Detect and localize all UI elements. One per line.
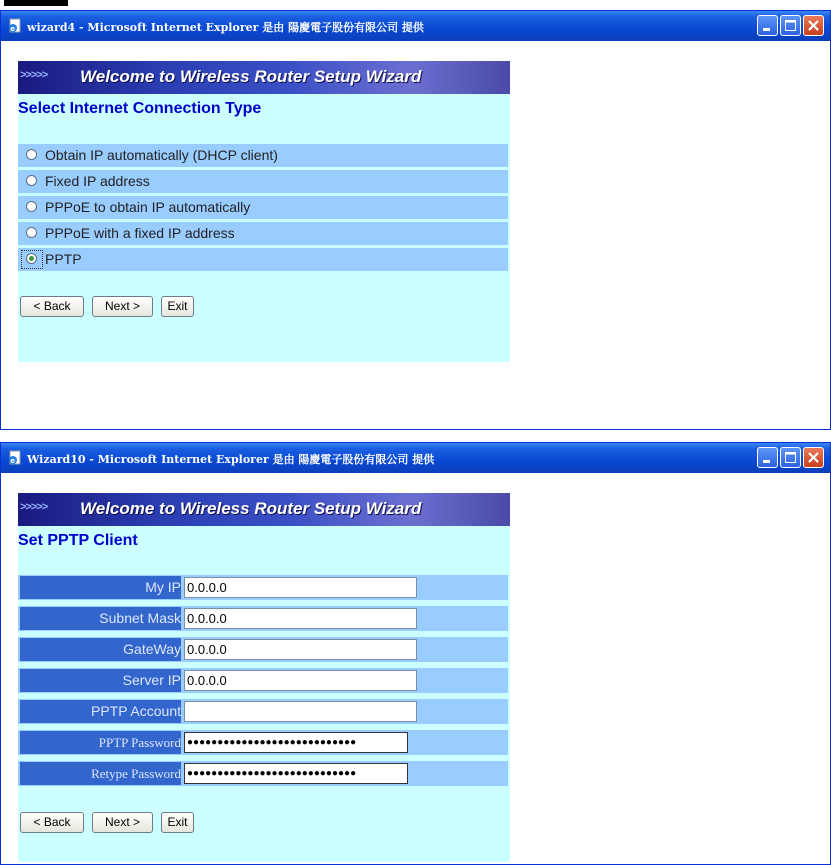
- page-heading: Set PPTP Client: [18, 532, 138, 549]
- banner-arrows: >>>>>: [20, 501, 48, 513]
- wizard-banner: [18, 493, 510, 526]
- browser-window-wizard4: [0, 10, 831, 430]
- wizard-banner: [18, 61, 510, 94]
- wizard-panel: [18, 61, 510, 362]
- option-label: PPPoE with a fixed IP address: [45, 225, 235, 241]
- field-label: GateWay: [20, 638, 181, 661]
- page-heading: Select Internet Connection Type: [18, 100, 262, 117]
- close-button[interactable]: [803, 15, 824, 36]
- exit-button[interactable]: Exit: [161, 812, 194, 833]
- option-label: PPPoE to obtain IP automatically: [45, 199, 251, 215]
- ie-page-icon: [7, 18, 23, 34]
- field-row-pptp-account: [18, 699, 508, 724]
- radio-button[interactable]: [26, 175, 37, 186]
- ie-page-icon: [7, 450, 23, 466]
- title-bar[interactable]: [1, 11, 830, 41]
- field-label: My IP: [20, 576, 181, 599]
- field-label: Retype Password: [20, 762, 181, 785]
- field-row-my-ip: [18, 575, 508, 600]
- banner-title: Welcome to Wireless Router Setup Wizard: [80, 499, 422, 518]
- radio-button-selected[interactable]: [26, 253, 37, 264]
- next-button[interactable]: Next >: [92, 812, 153, 833]
- retype-password-input[interactable]: ●●●●●●●●●●●●●●●●●●●●●●●●●●●●: [184, 763, 408, 784]
- radio-button[interactable]: [26, 149, 37, 160]
- field-label: PPTP Account: [20, 700, 181, 723]
- maximize-button[interactable]: [780, 447, 801, 468]
- close-button[interactable]: [803, 447, 824, 468]
- field-label: PPTP Password: [20, 731, 181, 754]
- maximize-button[interactable]: [780, 15, 801, 36]
- pptp-password-input[interactable]: ●●●●●●●●●●●●●●●●●●●●●●●●●●●●: [184, 732, 408, 753]
- option-label: PPTP: [45, 251, 82, 267]
- field-row-gateway: [18, 637, 508, 662]
- field-row-pptp-password: [18, 730, 508, 755]
- field-row-retype-password: [18, 761, 508, 786]
- exit-button[interactable]: Exit: [161, 296, 194, 317]
- field-label: Subnet Mask: [20, 607, 181, 630]
- svg-text:e: e: [10, 25, 15, 33]
- top-black-bar: [4, 0, 68, 6]
- back-button[interactable]: < Back: [20, 296, 84, 317]
- option-pptp[interactable]: [18, 248, 508, 271]
- svg-text:e: e: [10, 457, 15, 465]
- radio-button[interactable]: [26, 227, 37, 238]
- next-button[interactable]: Next >: [92, 296, 153, 317]
- option-pppoe-fixed[interactable]: [18, 222, 508, 245]
- radio-button[interactable]: [26, 201, 37, 212]
- minimize-button[interactable]: [757, 447, 778, 468]
- my-ip-input[interactable]: [184, 577, 417, 598]
- option-pppoe-auto[interactable]: [18, 196, 508, 219]
- window-title: Wizard10 - Microsoft Internet Explorer 是由 陽慶電子股份有限公司 提供: [27, 453, 435, 466]
- wizard-panel: [18, 493, 510, 862]
- option-label: Fixed IP address: [45, 173, 150, 189]
- window-title: wizard4 - Microsoft Internet Explorer 是由 陽慶電子股份有限公司 提供: [27, 21, 424, 34]
- field-row-server-ip: [18, 668, 508, 693]
- back-button[interactable]: < Back: [20, 812, 84, 833]
- banner-arrows: >>>>>: [20, 69, 48, 81]
- minimize-button[interactable]: [757, 15, 778, 36]
- pptp-account-input[interactable]: [184, 701, 417, 722]
- page-content: [4, 41, 827, 426]
- field-label: Server IP: [20, 669, 181, 692]
- gateway-input[interactable]: [184, 639, 417, 660]
- option-dhcp[interactable]: [18, 144, 508, 167]
- field-row-subnet-mask: [18, 606, 508, 631]
- banner-title: Welcome to Wireless Router Setup Wizard: [80, 67, 422, 86]
- browser-window-wizard10: [0, 442, 831, 865]
- subnet-mask-input[interactable]: [184, 608, 417, 629]
- page-content: [4, 473, 827, 861]
- title-bar[interactable]: [1, 443, 830, 473]
- option-fixed-ip[interactable]: [18, 170, 508, 193]
- server-ip-input[interactable]: [184, 670, 417, 691]
- option-label: Obtain IP automatically (DHCP client): [45, 147, 278, 163]
